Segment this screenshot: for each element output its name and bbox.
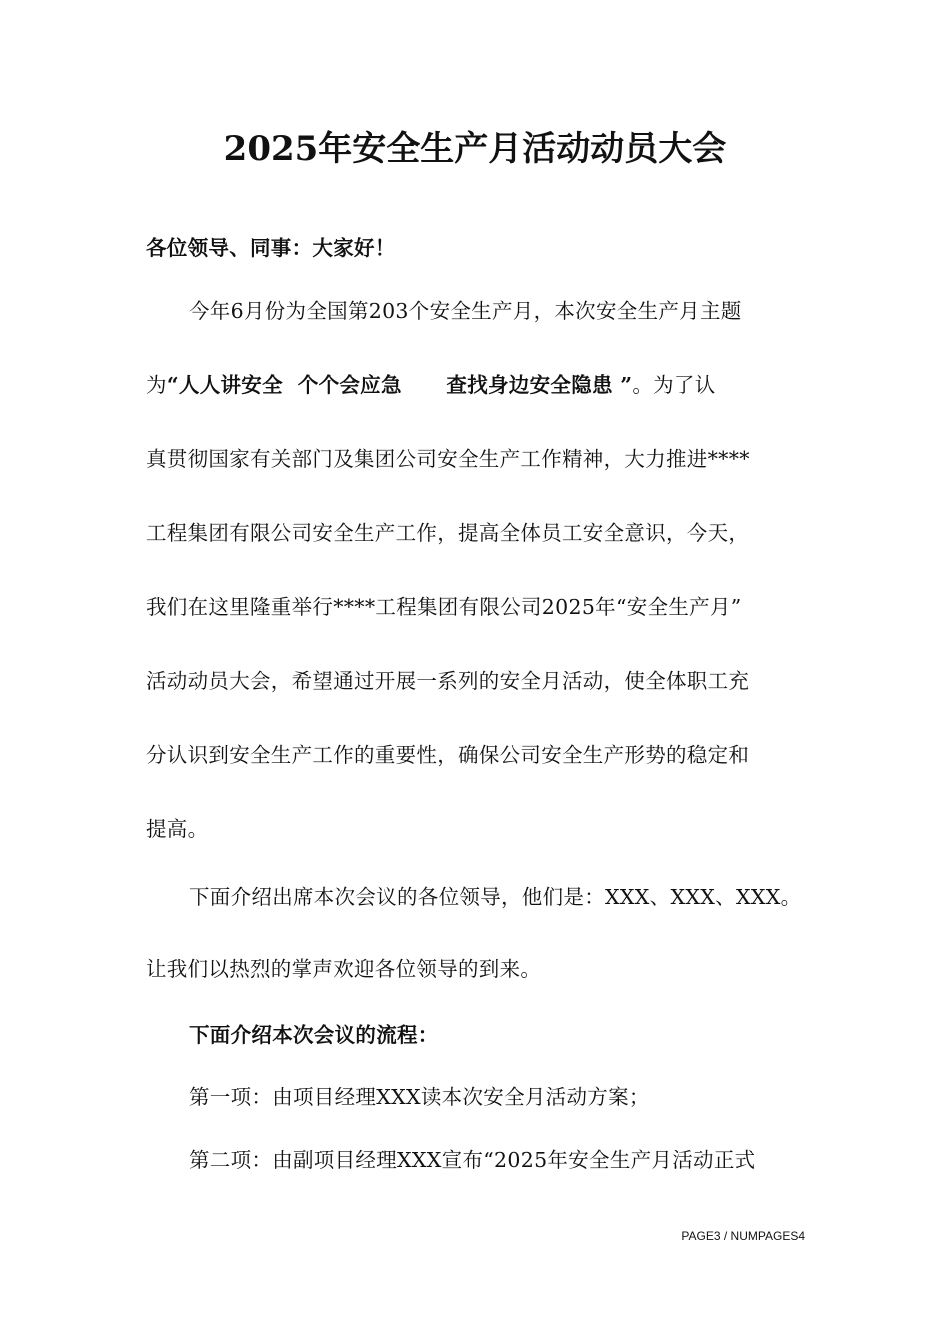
paragraph-2-line-1: 下面介绍出席本次会议的各位领导，他们是：XXX、XXX、XXX。 — [189, 885, 802, 909]
paragraph-1-line-5: 我们在这里隆重举行****工程集团有限公司2025年“安全生产月” — [146, 595, 742, 619]
paragraph-1-line-3: 真贯彻国家有关部门及集团公司安全生产工作精神，大力推进**** — [146, 447, 750, 471]
paragraph-1-line-1: 今年6月份为全国第203个安全生产月，本次安全生产月主题 — [189, 299, 742, 323]
agenda-heading: 下面介绍本次会议的流程： — [189, 1023, 439, 1047]
paragraph-1-line-6: 活动动员大会，希望通过开展一系列的安全月活动，使全体职工充 — [146, 669, 750, 693]
theme-suffix: 。为了认 — [632, 373, 716, 397]
paragraph-1-line-4: 工程集团有限公司安全生产工作，提高全体员工安全意识，今天， — [146, 521, 750, 545]
paragraph-1-line-8: 提高。 — [146, 817, 209, 841]
paragraph-2-line-2: 让我们以热烈的掌声欢迎各位领导的到来。 — [146, 957, 542, 981]
theme-prefix: 为 — [146, 373, 167, 397]
page-number-footer: PAGE3 / NUMPAGES4 — [681, 1229, 805, 1243]
greeting: 各位领导、同事：大家好！ — [146, 236, 396, 260]
paragraph-1-line-7: 分认识到安全生产工作的重要性，确保公司安全生产形势的稳定和 — [146, 743, 750, 767]
agenda-item-1: 第一项：由项目经理XXX读本次安全月活动方案； — [189, 1085, 650, 1109]
paragraph-1-line-2 — [146, 370, 716, 400]
agenda-item-2: 第二项：由副项目经理XXX宣布“2025年安全生产月活动正式 — [189, 1148, 756, 1172]
document-title: 2025年安全生产月活动动员大会 — [223, 129, 727, 169]
theme-text: “人人讲安全 个个会应急 查找身边安全隐患 ” — [166, 373, 633, 397]
